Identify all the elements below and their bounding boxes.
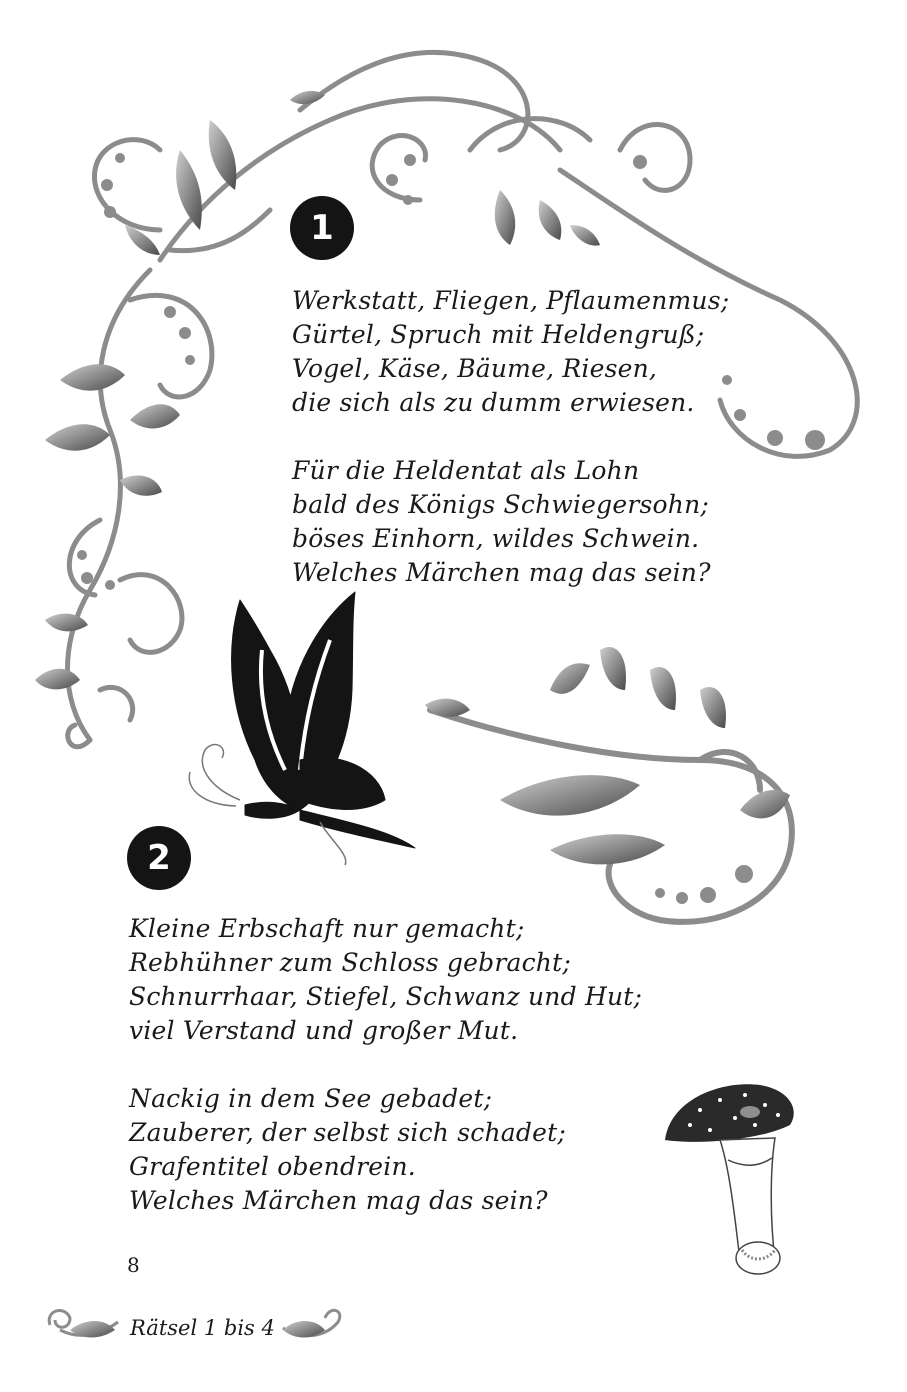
- poem-line: die sich als zu dumm erwiesen.: [292, 388, 695, 417]
- riddle-2-number-badge: 2: [127, 826, 191, 890]
- leaf-swirl-right: [430, 710, 792, 922]
- poem-line: Rebhühner zum Schloss gebracht;: [129, 948, 571, 977]
- mushroom-illustration: [665, 1084, 794, 1274]
- poem-line: Welches Märchen mag das sein?: [292, 558, 711, 587]
- riddle-1-poem: [292, 284, 729, 624]
- page-number: 8: [127, 1253, 140, 1277]
- poem-line: Nackig in dem See gebadet;: [129, 1084, 493, 1113]
- riddle-1-stanza-1: [292, 284, 729, 420]
- riddle-2-stanza-2: [129, 1082, 642, 1218]
- poem-line: Gürtel, Spruch mit Heldengruß;: [292, 320, 705, 349]
- poem-line: Kleine Erbschaft nur gemacht;: [129, 914, 525, 943]
- riddle-1-stanza-2: [292, 454, 729, 590]
- floral-vine-left: [68, 270, 212, 747]
- floral-dots-left: [77, 306, 195, 590]
- riddle-2-stanza-1: [129, 912, 642, 1048]
- poem-line: Schnurrhaar, Stiefel, Schwanz und Hut;: [129, 982, 643, 1011]
- poem-line: bald des Königs Schwiegersohn;: [292, 490, 710, 519]
- riddle-1-number-badge: 1: [290, 196, 354, 260]
- poem-line: viel Verstand und großer Mut.: [129, 1016, 519, 1045]
- floral-dots-right: [655, 865, 753, 904]
- poem-line: böses Einhorn, wildes Schwein.: [292, 524, 700, 553]
- poem-line: Welches Märchen mag das sein?: [129, 1186, 548, 1215]
- poem-line: Grafentitel obendrein.: [129, 1152, 416, 1181]
- riddle-2-poem: [129, 912, 642, 1252]
- poem-line: Werkstatt, Fliegen, Pflaumenmus;: [292, 286, 730, 315]
- footer-section-label: Rätsel 1 bis 4: [130, 1316, 275, 1340]
- leaves-left: [35, 364, 180, 689]
- butterfly-illustration: [189, 592, 415, 865]
- poem-line: Für die Heldentat als Lohn: [292, 456, 640, 485]
- poem-line: Zauberer, der selbst sich schadet;: [129, 1118, 566, 1147]
- poem-line: Vogel, Käse, Bäume, Riesen,: [292, 354, 658, 383]
